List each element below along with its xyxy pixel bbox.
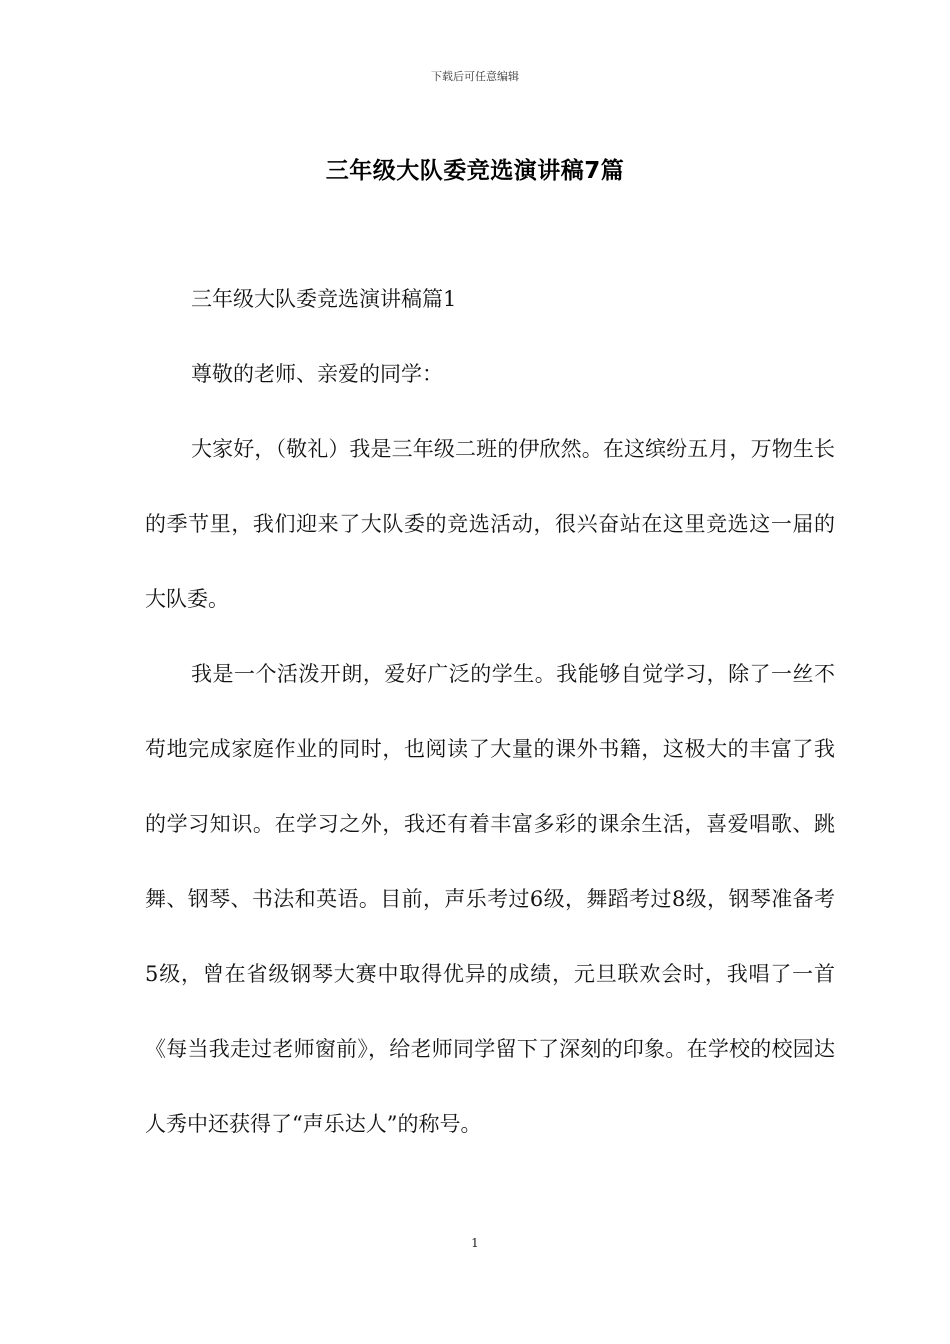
paragraph-intro: 大家好，（敬礼）我是三年级二班的伊欣然。在这缤纷五月，万物生长的季节里，我们迎来了大队委的竞选活动，很兴奋站在这里竞选这一届的大队委。 [145,437,835,611]
header-note: 下载后可任意编辑 [431,70,519,83]
paragraph-greeting: 尊敬的老师、亲爱的同学： [191,362,443,386]
document-title: 三年级大队委竞选演讲稿7篇 [325,158,625,184]
paragraph-self-description: 我是一个活泼开朗，爱好广泛的学生。我能够自觉学习，除了一丝不苟地完成家庭作业的同时，也阅读了大量的课外书籍，这极大的丰富了我的学习知识。在学习之外，我还有着丰富多彩的课余生活，喜爱唱歌、跳舞、钢琴、书法和英语。目前，声乐考过6级，舞蹈考过8级，钢琴准备考5级，曾在省级钢琴大赛中取得优异的成绩，元旦联欢会时，我唱了一首《每当我走过老师窗前》，给老师同学留下了深刻的印象。在学校的校园达人秀中还获得了“声乐达人”的称号。 [145,662,835,1136]
page-number: 1 [471,1236,479,1250]
section-heading: 三年级大队委竞选演讲稿篇1 [191,287,457,311]
